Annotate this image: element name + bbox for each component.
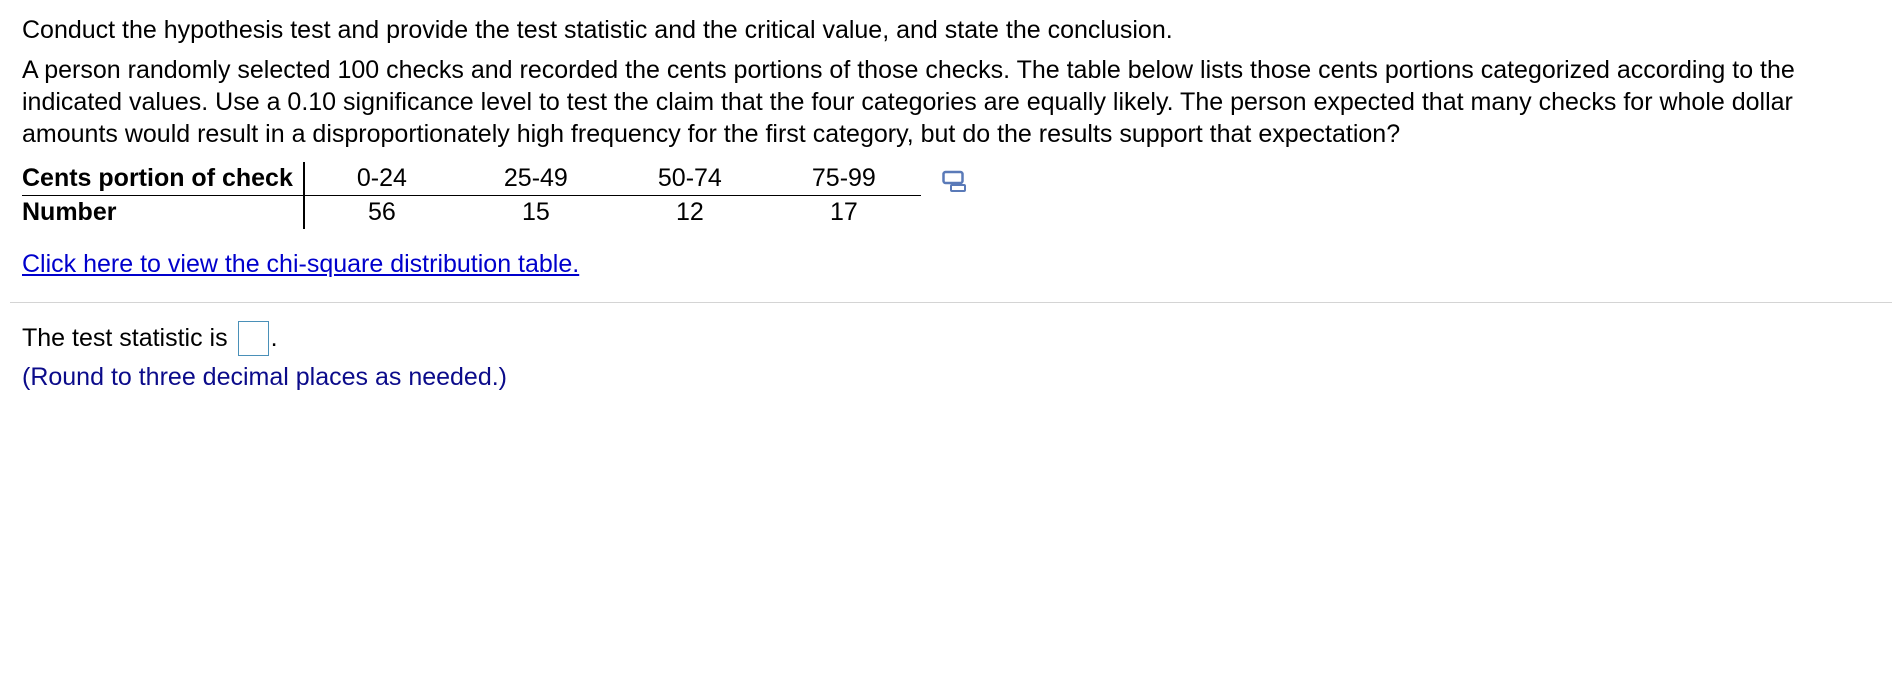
- table-cell-count: 15: [521, 198, 550, 226]
- chi-square-table-link[interactable]: Click here to view the chi-square distribution table.: [22, 250, 580, 278]
- table-header-row: [22, 162, 921, 196]
- table-cell-category: 50-74: [613, 162, 767, 196]
- table-cell-category: 75-99: [767, 162, 921, 196]
- table-data-row: [22, 196, 921, 230]
- table-cell-category: 0-24: [304, 162, 459, 196]
- question-content: [22, 14, 1877, 280]
- data-table-container: [22, 162, 1877, 228]
- table-cell-category: 25-49: [459, 162, 613, 196]
- question-problem: A person randomly selected 100 checks and recorded the cents portions of those checks. The table below lists those cents portions categorized according to the indicated values. Use a 0.10 significance level to test the claim that the four categories are equally likely. The person expected that many checks for whole dollar amounts would result in a disproportionately high frequency for the first category, but do the results support that expectation?: [22, 56, 1795, 148]
- answer-area: [22, 320, 507, 394]
- table-row-label: Cents portion of check: [22, 162, 304, 196]
- table-cell-count: 17: [829, 198, 858, 226]
- table-row-label: Number: [22, 196, 304, 230]
- section-divider: [10, 302, 1892, 303]
- table-cell-count: 12: [675, 198, 704, 226]
- rounding-hint: (Round to three decimal places as needed.): [22, 363, 508, 391]
- test-statistic-input[interactable]: [238, 321, 269, 356]
- answer-line: [22, 320, 507, 356]
- question-instruction: Conduct the hypothesis test and provide the test statistic and the critical value, and state the conclusion.: [22, 16, 1173, 44]
- data-table: [22, 162, 921, 229]
- copy-icon[interactable]: [942, 170, 968, 194]
- answer-suffix: .: [270, 324, 278, 352]
- table-cell-count: 56: [367, 198, 396, 226]
- answer-prompt: The test statistic is: [22, 324, 228, 352]
